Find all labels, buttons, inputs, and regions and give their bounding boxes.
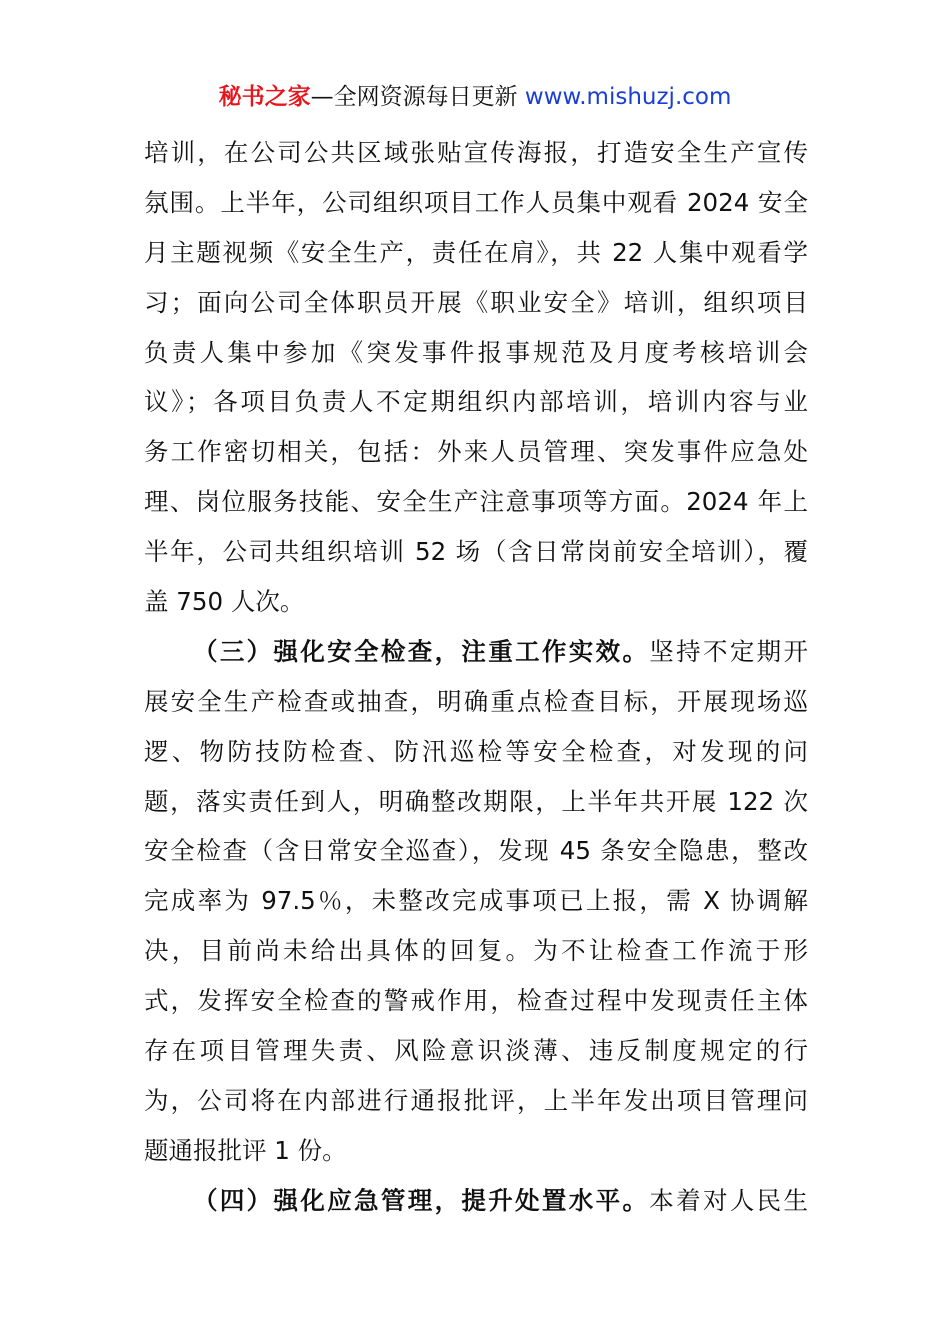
section-4-lead-text: 本着对人民生 [649, 1185, 809, 1215]
text-line: 氛围。上半年，公司组织项目工作人员集中观看 2024 安全 [144, 187, 808, 217]
text-line: 逻、物防技防检查、防汛巡检等安全检查，对发现的问 [144, 736, 808, 766]
text-line: 理、岗位服务技能、安全生产注意事项等方面。2024 年上 [144, 487, 808, 517]
section-3-heading: （三）强化安全检查，注重工作实效。 [193, 636, 650, 666]
brand-name: 秘书之家 [218, 84, 311, 110]
site-header [0, 80, 950, 114]
text-line: 习；面向公司全体职员开展《职业安全》培训，组织项目 [144, 287, 808, 317]
text-line: 展安全生产检查或抽查，明确重点检查目标，开展现场巡 [144, 686, 808, 716]
text-line: 盖 750 人次。 [144, 587, 305, 617]
text-line: 务工作密切相关，包括：外来人员管理、突发事件应急处 [144, 437, 808, 467]
text-line: 安全检查（含日常安全巡查），发现 45 条安全隐患，整改 [144, 836, 808, 866]
text-line: 月主题视频《安全生产，责任在肩》，共 22 人集中观看学 [144, 237, 808, 267]
section-4-first-line [144, 1176, 808, 1226]
text-line: 存在项目管理失责、风险意识淡薄、违反制度规定的行 [144, 1036, 808, 1066]
text-line: 完成率为 97.5％，未整改完成事项已上报，需 X 协调解 [144, 886, 808, 916]
text-line: 议》；各项目负责人不定期组织内部培训，培训内容与业 [144, 387, 808, 417]
header-tagline: —全网资源每日更新 [310, 84, 518, 110]
section-4-heading: （四）强化应急管理，提升处置水平。 [193, 1185, 650, 1215]
site-url-link[interactable]: www.mishuzj.com [524, 84, 732, 110]
text-line: 题通报批评 1 份。 [144, 1135, 347, 1165]
text-line: 培训，在公司公共区域张贴宣传海报，打造安全生产宣传 [144, 138, 808, 167]
text-line: 负责人集中参加《突发事件报事规范及月度考核培训会 [144, 337, 808, 367]
section-3-first-line [144, 627, 808, 677]
text-line: 半年，公司共组织培训 52 场（含日常岗前安全培训），覆 [144, 537, 808, 567]
section-3-lead-text: 坚持不定期开 [649, 636, 809, 666]
text-line: 为，公司将在内部进行通报批评，上半年发出项目管理问 [144, 1085, 808, 1115]
text-line: 式，发挥安全检查的警戒作用，检查过程中发现责任主体 [144, 986, 808, 1016]
text-line: 题，落实责任到人，明确整改期限，上半年共开展 122 次 [144, 786, 808, 816]
text-line: 决，目前尚未给出具体的回复。为不让检查工作流于形 [144, 936, 808, 966]
document-body [144, 128, 808, 1226]
